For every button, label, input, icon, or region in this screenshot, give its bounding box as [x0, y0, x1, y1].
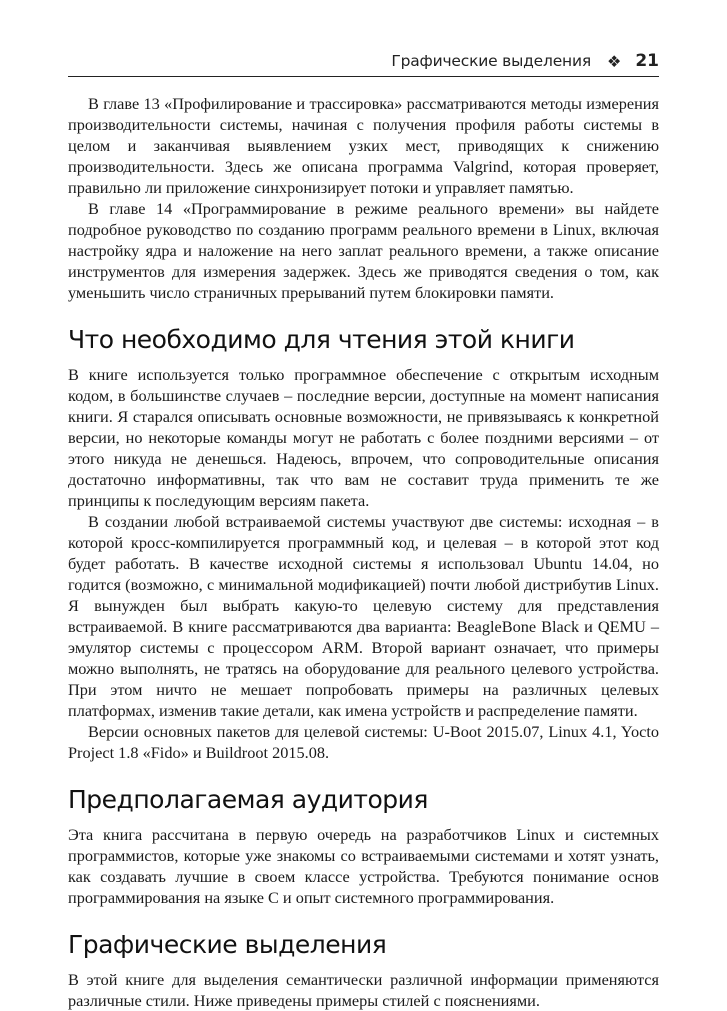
page-number: 21 [635, 51, 659, 71]
audience-paragraph: Эта книга рассчитана в первую очередь на разработчиков Linux и системных программистов, которые уже знакомы со встраиваемыми системами и хотят узнать, как создавать лучшие в своем классе устройства. Требуются понимание основ программирования на языке C и опыт системного программирования. [68, 825, 659, 907]
section-heading-audience: Предполагаемая аудитория [68, 785, 428, 814]
running-header-section-name: Графические выделения [391, 52, 591, 70]
conventions-paragraph: В этой книге для выделения семантически различной информации применяются различные стили. Ниже приведены примеры стилей с пояснениями. [68, 970, 659, 1010]
intro-paragraph-1: В главе 13 «Профилирование и трассировка» рассматриваются методы измерения производительности системы, начиная с получения профиля работы системы в целом и заканчивая выявлением узких мест, приводящих к снижению производительности. Здесь же описана программа Valgrind, которая проверяет, правильно ли приложение синхронизирует потоки и управляет памятью. [68, 94, 659, 197]
running-header [68, 46, 659, 77]
section-heading-requirements: Что необходимо для чтения этой книги [68, 325, 575, 354]
requirements-paragraph-1: В книге используется только программное обеспечение с открытым исходным кодом, в большинстве случаев – последние версии, доступные на момент написания книги. Я старался описывать основные возможности, не привязываясь к конкретной версии, но некоторые команды могут не работать с более поздними версиями – от этого никуда не денешься. Надеюсь, впрочем, что сопроводительные описания достаточно информативны, так что вам не составит труда применить те же принципы к последующим версиям пакета. [68, 365, 659, 510]
requirements-paragraph-2: В создании любой встраиваемой системы участвуют две системы: исходная – в которой кросс-компилируется программный код, и целевая – в которой этот код будет работать. В качестве исходной системы я использовал Ubuntu 14.04, но годится (возможно, с минимальной модификацией) почти любой дистрибутив Linux. Я вынужден был выбрать какую-то целевую систему для представления встраиваемой. В книге рассматриваются два варианта: BeagleBone Black и QEMU – эмулятор системы с процессором ARM. Второй вариант означает, что примеры можно выполнять, не тратясь на оборудование для реального целевого устройства. При этом ничто не мешает попробовать примеры на различных целевых платформах, изменив такие детали, как имена устройств и распределение памяти. [68, 512, 659, 720]
page-body [68, 93, 659, 1011]
intro-paragraph-2: В главе 14 «Программирование в режиме реального времени» вы найдете подробное руководство по созданию программ реального времени в Linux, включая настройку ядра и наложение на него заплат реального времени, а также описание инструментов для измерения задержек. Здесь же приводятся сведения о том, как уменьшить число страничных прерываний путем блокировки памяти. [68, 199, 659, 302]
requirements-paragraph-3: Версии основных пакетов для целевой системы: U-Boot 2015.07, Linux 4.1, Yocto Project 1.8 «Fido» и Buildroot 2015.08. [68, 722, 659, 762]
section-heading-conventions: Графические выделения [68, 930, 387, 959]
ornament-icon: ❖ [606, 51, 622, 71]
